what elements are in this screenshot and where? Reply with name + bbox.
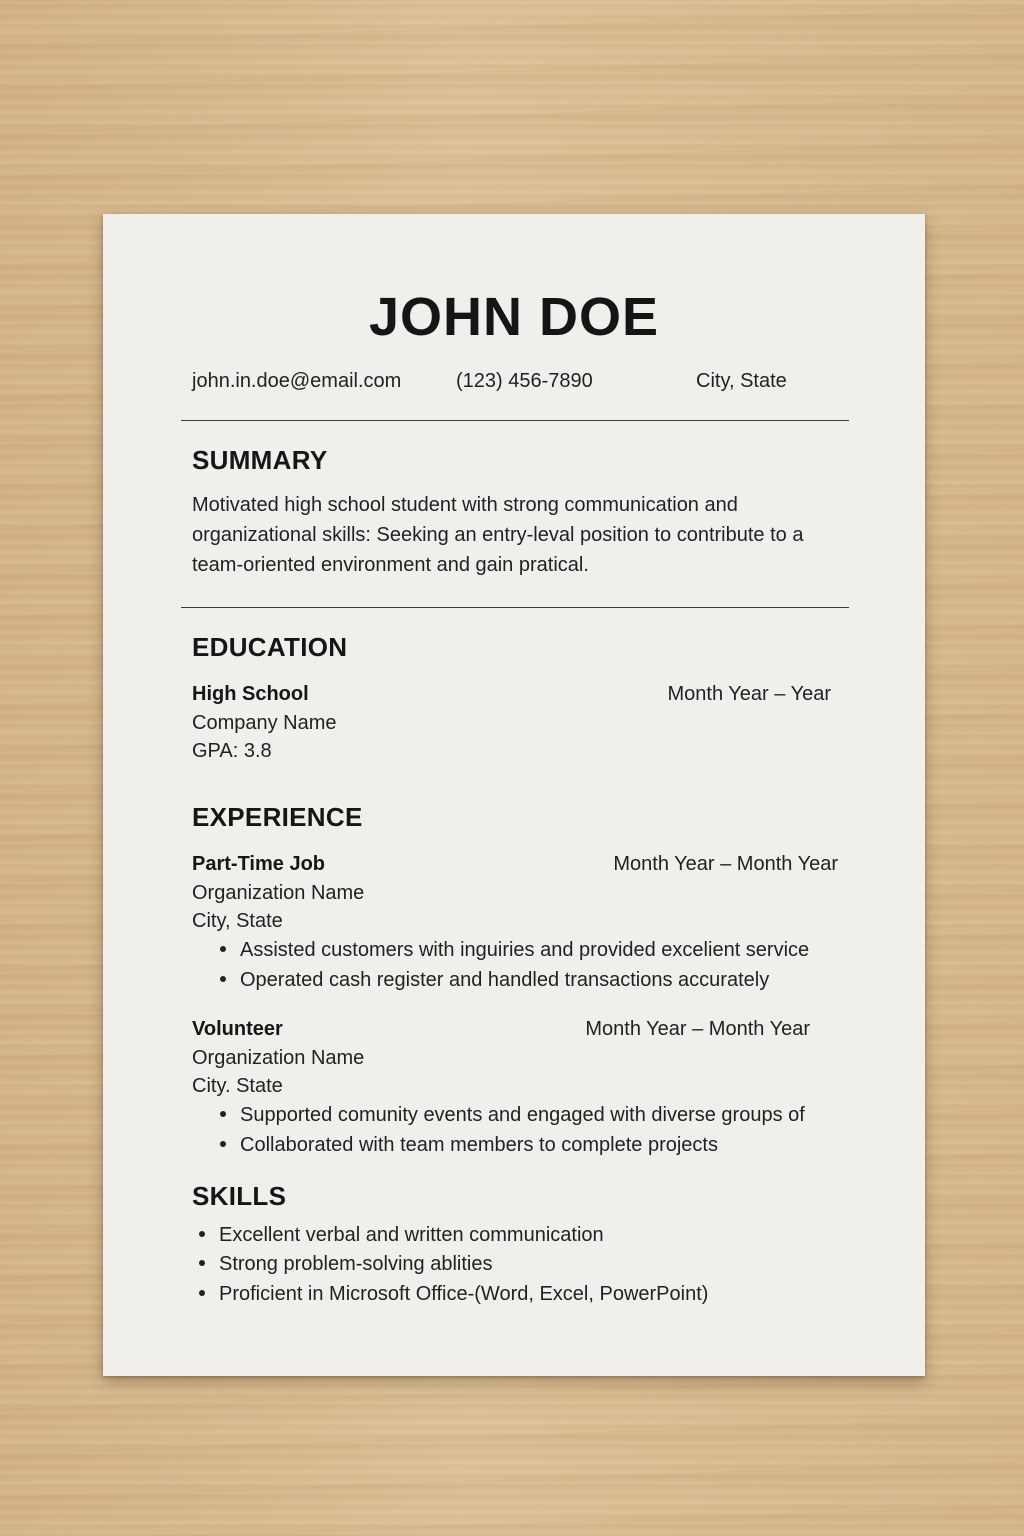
job-location: City, State [192, 910, 283, 932]
contact-email: john.in.doe@email.com [192, 370, 402, 392]
bullet-dot-icon [199, 1260, 205, 1266]
experience-heading: EXPERIENCE [192, 802, 363, 832]
bullet-dot-icon [220, 1141, 226, 1147]
skill-item [199, 1283, 708, 1306]
bullet-dot-icon [220, 946, 226, 952]
volunteer-title: Volunteer [192, 1018, 283, 1040]
volunteer-bullet [220, 1134, 718, 1157]
job-bullet [220, 969, 769, 992]
bullet-dot-icon [199, 1290, 205, 1296]
contact-phone: (123) 456-7890 [456, 370, 593, 392]
volunteer-bullet [220, 1104, 805, 1127]
resume-name: JOHN DOE [368, 287, 660, 347]
skill-item-text: Proficient in Microsoft Office-(Word, Excel, PowerPoint) [219, 1283, 709, 1305]
summary-text: Motivated high school student with strong communication and organizational skills: Seeking an entry-leval position to contribute to a team-oriented environment and gain pratical. [192, 494, 804, 576]
volunteer-dates: Month Year – Month Year [585, 1018, 810, 1040]
summary-divider [181, 607, 849, 608]
skill-item-text: Excellent verbal and written communication [219, 1224, 604, 1246]
education-dates: Month Year – Year [667, 683, 831, 705]
volunteer-organization: Organization Name [192, 1047, 365, 1069]
education-heading: EDUCATION [192, 632, 348, 662]
job-dates: Month Year – Month Year [613, 853, 838, 875]
resume-paper [103, 214, 925, 1376]
job-bullet-text: Operated cash register and handled transactions accurately [240, 969, 770, 991]
bullet-dot-icon [220, 1111, 226, 1117]
summary-heading: SUMMARY [192, 445, 328, 475]
bullet-dot-icon [199, 1231, 205, 1237]
volunteer-bullet-text: Collaborated with team members to complete projects [240, 1134, 718, 1156]
volunteer-location: City. State [192, 1075, 283, 1097]
education-gpa: GPA: 3.8 [192, 740, 272, 762]
education-title: High School [192, 683, 309, 705]
job-bullet-text: Assisted customers with inguiries and provided excelient service [240, 939, 810, 961]
job-bullet [220, 939, 809, 962]
job-organization: Organization Name [192, 882, 365, 904]
skill-item [199, 1253, 492, 1276]
volunteer-bullet-text: Supported comunity events and engaged with diverse groups of [240, 1104, 805, 1126]
skills-heading: SKILLS [192, 1181, 287, 1211]
skill-item-text: Strong problem-solving ablities [219, 1253, 493, 1275]
skill-item [199, 1224, 604, 1247]
contact-location: City, State [696, 370, 787, 392]
education-organization: Company Name [192, 712, 337, 734]
job-title: Part-Time Job [192, 853, 325, 875]
header-divider [181, 420, 849, 421]
bullet-dot-icon [220, 976, 226, 982]
